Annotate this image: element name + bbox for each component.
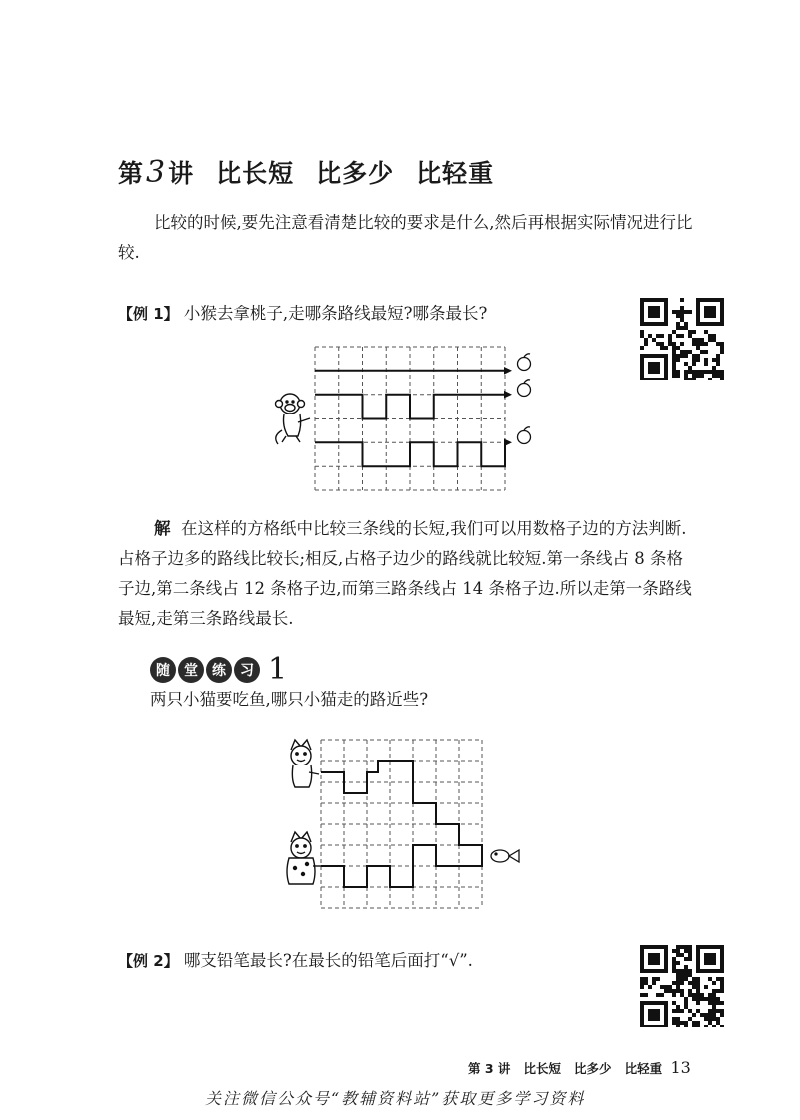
title-part-3: 比轻重 bbox=[416, 159, 495, 188]
title-unit: 讲 bbox=[168, 159, 195, 188]
example-2-text: 哪支铅笔最长?在最长的铅笔后面打“√”. bbox=[183, 951, 473, 970]
title-number: 3 bbox=[146, 155, 167, 190]
peach-icon bbox=[518, 354, 531, 371]
title-prefix: 第 bbox=[118, 159, 145, 188]
cat-path-upper bbox=[321, 761, 482, 852]
practice-heading bbox=[150, 652, 287, 687]
cat-path-diagram bbox=[275, 730, 535, 915]
monkey-icon bbox=[276, 394, 311, 444]
example-1-label: 【例 1】 bbox=[118, 305, 179, 323]
title-part-1: 比长短 bbox=[216, 159, 295, 188]
practice-bubble: 习 bbox=[234, 657, 260, 683]
lesson-title bbox=[118, 154, 494, 190]
solution-paragraph bbox=[118, 514, 698, 634]
cat-icon bbox=[287, 832, 321, 884]
example-1-question bbox=[118, 300, 487, 324]
intro-paragraph: 比较的时候,要先注意看清楚比较的要求是什么,然后再根据实际情况进行比较. bbox=[118, 213, 693, 262]
footer-chapter: 第 3 讲 bbox=[468, 1061, 511, 1076]
example-1-text: 小猴去拿桃子,走哪条路线最短?哪条最长? bbox=[183, 304, 488, 323]
page-number: 13 bbox=[670, 1058, 691, 1077]
solution-text: 在这样的方格纸中比较三条线的长短,我们可以用数格子边的方法判断.占格子边多的路线比较长;相反,占格子边少的路线就比较短.第一条线占 8 条格子边,第二条线占 12 条格子边,而第三路条线占 14 条格子边.所以走第一条路线最短,走第三条路线最长. bbox=[118, 519, 692, 628]
path-3 bbox=[315, 442, 505, 466]
peach-icon bbox=[518, 427, 531, 444]
path-2 bbox=[315, 395, 505, 419]
practice-bubble: 随 bbox=[150, 657, 176, 683]
footer-part-3: 比轻重 bbox=[624, 1061, 663, 1076]
qr-code-icon bbox=[640, 945, 724, 1027]
practice-question: 两只小猫要吃鱼,哪只小猫走的路近些? bbox=[150, 690, 429, 709]
footer-part-1: 比长短 bbox=[523, 1061, 561, 1076]
practice-bubble: 堂 bbox=[178, 657, 204, 683]
page-footer bbox=[468, 1058, 691, 1077]
solution-label: 解 bbox=[154, 519, 171, 538]
footer-part-2: 比多少 bbox=[574, 1061, 612, 1076]
example-2-question bbox=[118, 947, 473, 971]
practice-bubble: 练 bbox=[206, 657, 232, 683]
practice-number: 1 bbox=[268, 652, 288, 687]
cat-icon bbox=[291, 740, 319, 787]
fish-icon bbox=[491, 850, 519, 862]
peach-icon bbox=[518, 380, 531, 397]
watermark-text: 关注微信公众号“教辅资料站”获取更多学习资料 bbox=[205, 1089, 586, 1108]
title-part-2: 比多少 bbox=[316, 159, 395, 188]
qr-code-icon bbox=[640, 298, 724, 380]
example-2-label: 【例 2】 bbox=[118, 952, 179, 970]
monkey-path-diagram bbox=[268, 338, 548, 498]
